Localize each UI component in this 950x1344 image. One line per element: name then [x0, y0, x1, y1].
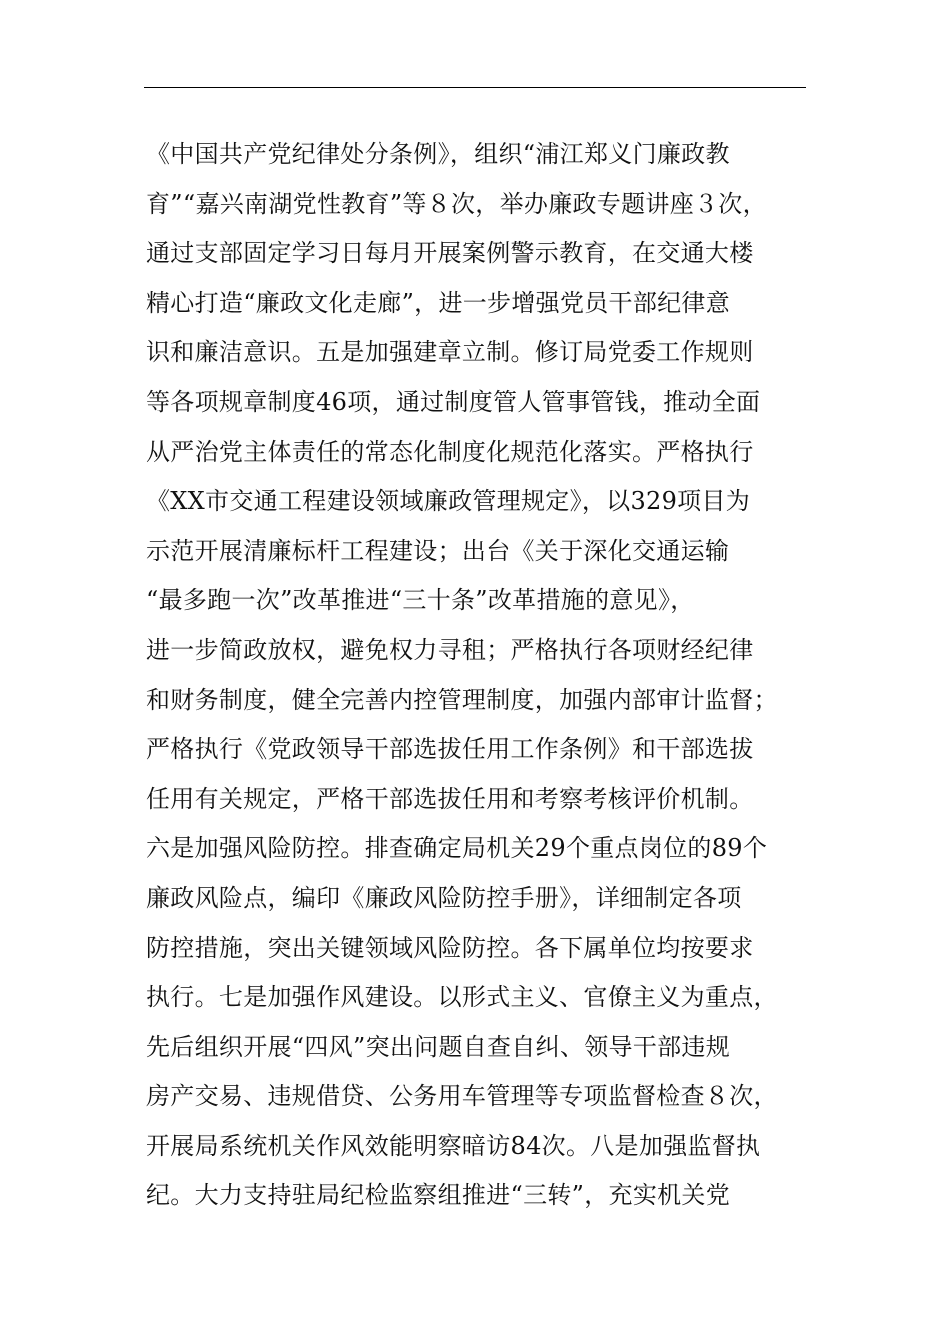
text-line: 任用有关规定，严格干部选拔任用和考察考核评价机制。 [146, 784, 754, 813]
header-rule [144, 87, 806, 88]
text-line: 开展局系统机关作风效能明察暗访84次。八是加强监督执 [146, 1131, 761, 1160]
text-line: 防控措施，突出关键领域风险防控。各下属单位均按要求 [146, 933, 754, 962]
text-line: 先后组织开展“四风”突出问题自查自纠、领导干部违规 [146, 1032, 731, 1061]
text-line: 通过支部固定学习日每月开展案例警示教育，在交通大楼 [146, 239, 754, 268]
text-line: 进一步简政放权，避免权力寻租；严格执行各项财经纪律 [146, 635, 754, 664]
text-line: 严格执行《党政领导干部选拔任用工作条例》和干部选拔 [146, 735, 754, 764]
text-line: 廉政风险点，编印《廉政风险防控手册》，详细制定各项 [146, 883, 742, 912]
text-line: 识和廉洁意识。五是加强建章立制。修订局党委工作规则 [146, 338, 754, 367]
text-line: 《XX市交通工程建设领域廉政管理规定》，以329项目为 [146, 487, 751, 516]
text-line: 和财务制度，健全完善内控管理制度，加强内部审计监督； [146, 685, 778, 714]
text-line: 六是加强风险防控。排查确定局机关29个重点岗位的89个 [146, 834, 768, 863]
text-line: 精心打造“廉政文化走廊”，进一步增强党员干部纪律意 [146, 288, 731, 317]
text-line: 从严治党主体责任的常态化制度化规范化落实。严格执行 [146, 437, 754, 466]
text-line: “最多跑一次”改革推进“三十条”改革措施的意见》， [146, 586, 695, 615]
text-line: 育”“嘉兴南湖党性教育”等８次，举办廉政专题讲座３次， [146, 189, 767, 218]
body-text [146, 130, 826, 1221]
text-line: 房产交易、违规借贷、公务用车管理等专项监督检查８次， [146, 1082, 778, 1111]
text-line: 执行。七是加强作风建设。以形式主义、官僚主义为重点， [146, 983, 778, 1012]
text-line: 等各项规章制度46项，通过制度管人管事管钱，推动全面 [146, 387, 761, 416]
text-line: 《中国共产党纪律处分条例》，组织“浦江郑义门廉政教 [146, 140, 730, 168]
text-line: 示范开展清廉标杆工程建设；出台《关于深化交通运输 [146, 536, 730, 565]
text-line: 纪。大力支持驻局纪检监察组推进“三转”，充实机关党 [146, 1181, 731, 1210]
